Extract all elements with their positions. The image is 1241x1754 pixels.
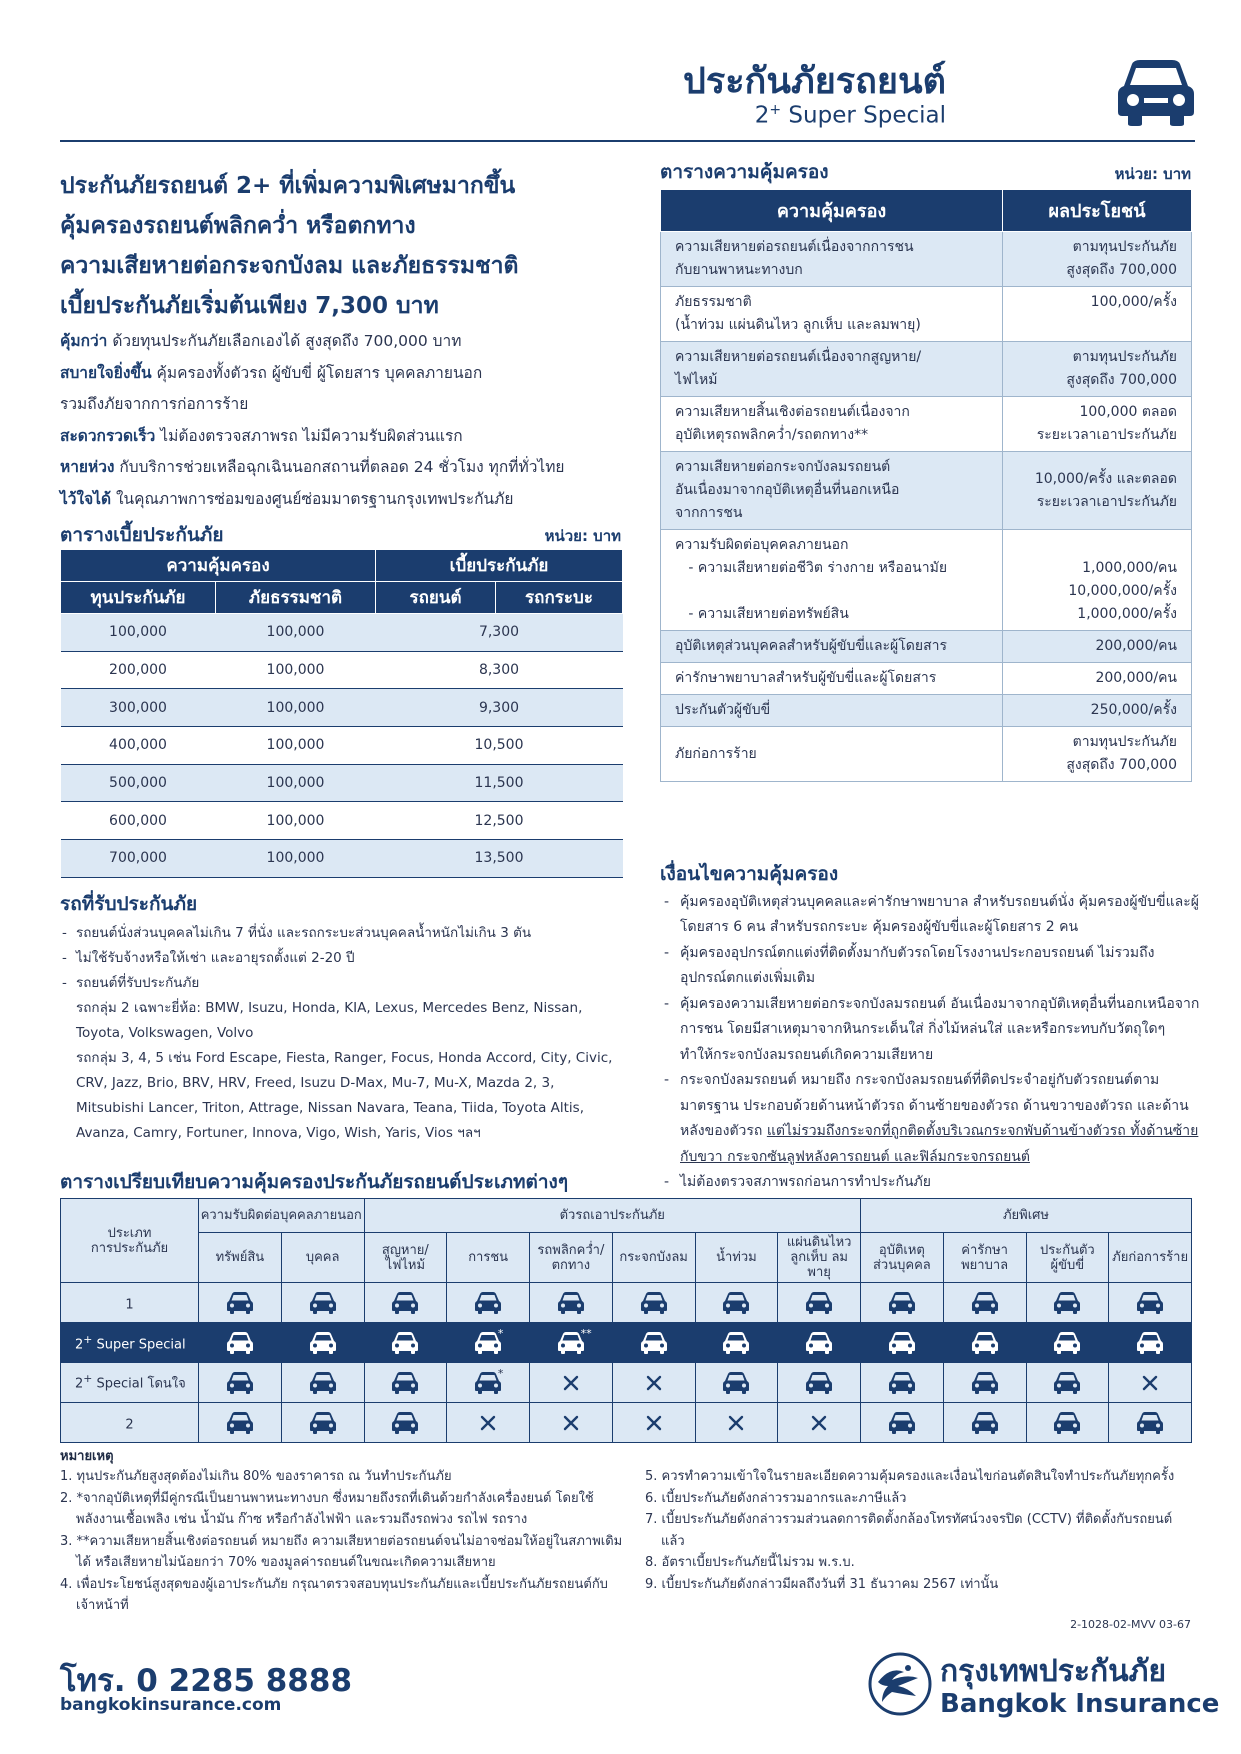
- vehicle-condition: - รถยนต์นั่งส่วนบุคคลไม่เกิน 7 ที่นั่ง และรถกระบะส่วนบุคคลน้ำหนักไม่เกิน 3 ตัน: [60, 921, 620, 946]
- comparison-column-header: [1026, 1233, 1109, 1283]
- coverage-label: [661, 287, 1003, 342]
- coverage-label-line: - ความเสียหายต่อทรัพย์สิน: [675, 606, 849, 622]
- covered-car-icon: [1026, 1323, 1109, 1363]
- premium-table-unit: หน่วย: บาท: [544, 527, 621, 545]
- coverage-conditions: [660, 862, 1200, 1196]
- premium-row: [61, 614, 623, 652]
- website-link[interactable]: bangkokinsurance.com: [60, 1695, 282, 1715]
- header-special-perils: ภัยพิเศษ: [861, 1199, 1192, 1233]
- note-item: 5. ควรทำความเข้าใจในรายละเอียดความคุ้มครองและเงื่อนไขก่อนตัดสินใจทำประกันภัยทุกครั้ง: [645, 1469, 1175, 1484]
- header-insurance-type: ประเภท การประกันภัย: [61, 1199, 199, 1283]
- headline-line: ความเสียหายต่อกระจกบังลม และภัยธรรมชาติ: [60, 253, 519, 279]
- coverage-value-line: 200,000/คน: [1095, 638, 1177, 654]
- not-covered-x-icon: [1109, 1363, 1192, 1403]
- covered-car-icon: [943, 1323, 1026, 1363]
- headline-line: ประกันภัยรถยนต์ 2+ ที่เพิ่มความพิเศษมากขึ้น: [60, 173, 516, 199]
- comparison-column-header: [861, 1233, 944, 1283]
- covered-car-icon: [778, 1363, 861, 1403]
- footnote-marker: *: [497, 1367, 504, 1380]
- column-header-line: ตกทาง: [551, 1257, 591, 1273]
- covered-car-icon: [778, 1323, 861, 1363]
- footnote-marker: *: [497, 1327, 504, 1340]
- coverage-label: [661, 232, 1003, 287]
- coverage-value-line: 10,000/ครั้ง และตลอด: [1034, 470, 1177, 487]
- covered-car-icon: [447, 1363, 530, 1403]
- column-header-line: สูญหาย/: [381, 1242, 429, 1258]
- not-covered-x-icon: [695, 1403, 778, 1443]
- note-item: 8. อัตราเบี้ยประกันภัยนี้ไม่รวม พ.ร.บ.: [645, 1555, 855, 1570]
- coverage-table-unit: หน่วย: บาท: [1114, 165, 1191, 183]
- coverage-row: [661, 342, 1192, 397]
- coverage-label: [661, 397, 1003, 452]
- comparison-column-header: [943, 1233, 1026, 1283]
- product-name: 2+ Super Special: [754, 102, 946, 129]
- comparison-row: [61, 1363, 1192, 1403]
- covered-car-icon: [364, 1363, 447, 1403]
- column-header-line: ประกันตัว: [1040, 1242, 1095, 1258]
- coverage-label-line: - ความเสียหายต่อชีวิต ร่างกาย หรืออนามัย: [675, 560, 948, 576]
- type-label-sup: +: [83, 1371, 93, 1385]
- headline-line: คุ้มครองรถยนต์พลิกคว่ำ หรือตกทาง: [60, 213, 416, 239]
- vehicle-condition: - ไม่ใช้รับจ้างหรือให้เช่า และอายุรถตั้งแต่ 2-20 ปี: [60, 946, 620, 971]
- premium-row: [61, 764, 623, 802]
- covered-car-icon: [281, 1403, 364, 1443]
- condition-item: - คุ้มครองความเสียหายต่อกระจกบังลมรถยนต์ อันเนื่องมาจากอุบัติเหตุอื่นที่นอกเหนือจากการชน โดยมีสาเหตุมาจากหินกระเด็นใส่ กิ่งไม้หล่นใส่ และหรือกระทบกับวัตถุใดๆ ทำให้กระจกบังลมรถยนต์เกิดความเสียหาย: [660, 992, 1200, 1069]
- column-header-line: น้ำท่วม: [716, 1250, 757, 1265]
- benefit-line: สะดวกรวดเร็ว ไม่ต้องตรวจสภาพรถ ไม่มีความรับผิดส่วนแรก: [60, 426, 463, 445]
- coverage-label-line: ความเสียหายต่อรถยนต์เนื่องจากสูญหาย/: [675, 349, 922, 365]
- coverage-value: [1003, 663, 1192, 695]
- comparison-column-header: [364, 1233, 447, 1283]
- covered-car-icon: [943, 1403, 1026, 1443]
- cell-natural-disaster: 100,000: [216, 727, 376, 765]
- brand-name-english: Bangkok Insurance: [940, 1689, 1220, 1719]
- coverage-row: [661, 631, 1192, 663]
- coverage-value-line: สูงสุดถึง 700,000: [1066, 262, 1177, 278]
- benefit-line: หายห่วง กับบริการช่วยเหลือฉุกเฉินนอกสถานที่ตลอด 24 ชั่วโมง ทุกที่ทั่วไทย: [60, 458, 565, 476]
- cell-premium: 8,300: [376, 651, 623, 689]
- covered-car-icon: [778, 1283, 861, 1323]
- premium-row: [61, 689, 623, 727]
- header-divider: [60, 140, 1195, 142]
- cell-sum-insured: 300,000: [61, 689, 216, 727]
- comparison-column-header: [447, 1233, 530, 1283]
- header-coverage: ความคุ้มครอง: [61, 550, 376, 582]
- benefit-line: สบายใจยิ่งขึ้น คุ้มครองทั้งตัวรถ ผู้ขับขี่ ผู้โดยสาร บุคคลภายนอก: [60, 363, 483, 382]
- coverage-table: [660, 189, 1192, 782]
- notes-left: [60, 1466, 625, 1617]
- not-covered-x-icon: [530, 1403, 613, 1443]
- column-header-line: แผ่นดินไหว: [786, 1235, 852, 1250]
- covered-car-icon: [530, 1323, 613, 1363]
- eligible-vehicles: [60, 892, 620, 1146]
- column-header-line: กระจกบังลม: [619, 1250, 688, 1265]
- covered-car-icon: [1026, 1283, 1109, 1323]
- not-covered-x-icon: [447, 1403, 530, 1443]
- coverage-label: [661, 452, 1003, 530]
- covered-car-icon: [1026, 1363, 1109, 1403]
- not-covered-x-icon: [612, 1363, 695, 1403]
- note-item: 1. ทุนประกันภัยสูงสุดต้องไม่เกิน 80% ของราคารถ ณ วันทำประกันภัย: [60, 1469, 452, 1484]
- coverage-value-line: 100,000/ครั้ง: [1090, 294, 1177, 310]
- coverage-row: [661, 232, 1192, 287]
- coverage-label-line: (น้ำท่วม แผ่นดินไหว ลูกเห็บ และลมพายุ): [675, 317, 921, 333]
- type-label-main: 2: [75, 1376, 84, 1392]
- coverage-label-line: ความรับผิดต่อบุคคลภายนอก: [675, 537, 849, 553]
- header-third-party: ความรับผิดต่อบุคคลภายนอก: [199, 1199, 365, 1233]
- document-code: 2-1028-02-MVV 03-67: [1070, 1618, 1191, 1631]
- covered-car-icon: [695, 1323, 778, 1363]
- header-coverage: ความคุ้มครอง: [661, 190, 1003, 232]
- coverage-row: [661, 452, 1192, 530]
- column-header-line: ไฟไหม้: [385, 1257, 426, 1273]
- header-car: รถยนต์: [376, 582, 496, 614]
- coverage-label-line: ความเสียหายสิ้นเชิงต่อรถยนต์เนื่องจาก: [675, 404, 910, 420]
- coverage-label-line: อันเนื่องมาจากอุบัติเหตุอื่นที่นอกเหนือ: [675, 482, 900, 498]
- type-label-main: 2: [125, 1417, 134, 1433]
- column-header-line: บุคคล: [305, 1250, 340, 1265]
- coverage-label-line: ประกันตัวผู้ขับขี่: [675, 702, 771, 718]
- cell-premium: 10,500: [376, 727, 623, 765]
- coverage-value: [1003, 695, 1192, 727]
- column-header-line: ภัยก่อการร้าย: [1112, 1250, 1189, 1265]
- coverage-label-line: [675, 580, 988, 603]
- coverage-value: [1003, 530, 1192, 631]
- type-label-main: 2: [75, 1337, 84, 1353]
- coverage-label-line: กับยานพาหนะทางบก: [675, 262, 803, 278]
- coverage-label-line: ภัยธรรมชาติ: [675, 294, 752, 310]
- cell-natural-disaster: 100,000: [216, 802, 376, 840]
- column-header-line: อุบัติเหตุ: [878, 1242, 925, 1258]
- note-item: 7. เบี้ยประกันภัยดังกล่าวรวมส่วนลดการติดตั้งกล้องโทรทัศน์วงจรปิด (CCTV) ที่ติดตั้งกับรถยนต์แล้ว: [645, 1512, 1173, 1549]
- comparison-title: ตารางเปรียบเทียบความคุ้มครองประกันภัยรถยนต์ประเภทต่างๆ: [60, 1171, 569, 1193]
- note-item: 9. เบี้ยประกันภัยดังกล่าวมีผลถึงวันที่ 31 ธันวาคม 2567 เท่านั้น: [645, 1576, 999, 1592]
- coverage-label: [661, 342, 1003, 397]
- insurance-type-label: [61, 1363, 199, 1403]
- note-item: 2. *จากอุบัติเหตุที่มีคู่กรณีเป็นยานพาหนะทางบก ซึ่งหมายถึงรถที่เดินด้วยกำลังเครื่องยนต์ โดยใช้พลังงานเชื้อเพลิง เช่น น้ำมัน ก๊าซ หรือกำลังไฟฟ้า และรวมถึงรถพ่วง รถไฟ รถราง: [60, 1490, 594, 1527]
- cell-premium: 11,500: [376, 764, 623, 802]
- note-item: 4. เพื่อประโยชน์สูงสุดของผู้เอาประกันภัย กรุณาตรวจสอบทุนประกันภัยและเบี้ยประกันภัยรถยนต์กับเจ้าหน้าที่: [60, 1576, 608, 1613]
- column-header-line: ส่วนบุคคล: [873, 1257, 931, 1273]
- condition-item: - คุ้มครองอุปกรณ์ตกแต่งที่ติดตั้งมากับตัวรถโดยโรงงานประกอบรถยนต์ ไม่รวมถึงอุปกรณ์ตกแต่งเพิ่มเติม: [660, 941, 1200, 992]
- benefit-line: ไว้ใจได้ ในคุณภาพการซ่อมของศูนย์ซ่อมมาตรฐานกรุงเทพประกันภัย: [60, 489, 514, 508]
- brand-name-thai: กรุงเทพประกันภัย: [940, 1654, 1167, 1689]
- coverage-label: [661, 663, 1003, 695]
- covered-car-icon: [530, 1283, 613, 1323]
- covered-car-icon: [364, 1403, 447, 1443]
- cell-natural-disaster: 100,000: [216, 614, 376, 652]
- not-covered-x-icon: [612, 1403, 695, 1443]
- covered-car-icon: [364, 1323, 447, 1363]
- covered-car-icon: [199, 1283, 282, 1323]
- coverage-value-line: สูงสุดถึง 700,000: [1066, 372, 1177, 388]
- comparison-column-header: [530, 1233, 613, 1283]
- type-label-rest: Special โดนใจ: [92, 1376, 186, 1392]
- type-label-main: 1: [125, 1297, 134, 1313]
- coverage-value-line: [1017, 534, 1177, 557]
- column-header-line: ลูกเห็บ ลมพายุ: [790, 1250, 849, 1280]
- type-label-sup: +: [83, 1332, 93, 1346]
- coverage-value-line: สูงสุดถึง 700,000: [1066, 757, 1177, 773]
- covered-car-icon: [943, 1363, 1026, 1403]
- coverage-label: [661, 530, 1003, 631]
- insurance-type-label: [61, 1323, 199, 1363]
- coverage-value-line: 1,000,000/คน: [1082, 560, 1177, 576]
- cell-premium: 7,300: [376, 614, 623, 652]
- header-benefit: ผลประโยชน์: [1003, 190, 1192, 232]
- conditions-title: เงื่อนไขความคุ้มครอง: [660, 863, 839, 885]
- column-header-line: ค่ารักษา: [961, 1242, 1008, 1258]
- intro-section: [60, 166, 650, 515]
- header-sum-insured: ทุนประกันภัย: [61, 582, 216, 614]
- coverage-value-line: 1,000,000/ครั้ง: [1077, 606, 1177, 622]
- coverage-label: [661, 727, 1003, 782]
- cell-sum-insured: 600,000: [61, 802, 216, 840]
- coverage-row: [661, 663, 1192, 695]
- comparison-table: [60, 1198, 1192, 1443]
- coverage-value-line: [1017, 314, 1177, 337]
- cell-sum-insured: 100,000: [61, 614, 216, 652]
- coverage-label-line: ความเสียหายต่อรถยนต์เนื่องจากการชน: [675, 239, 914, 255]
- coverage-value: [1003, 232, 1192, 287]
- coverage-label-line: อุบัติเหตุส่วนบุคคลสำหรับผู้ขับขี่และผู้โดยสาร: [675, 638, 948, 654]
- cell-natural-disaster: 100,000: [216, 651, 376, 689]
- coverage-value: [1003, 631, 1192, 663]
- comparison-column-header: [1109, 1233, 1192, 1283]
- header-pickup: รถกระบะ: [496, 582, 623, 614]
- phone-number[interactable]: โทร. 0 2285 8888: [60, 1663, 353, 1699]
- covered-car-icon: [612, 1283, 695, 1323]
- coverage-value-line: ระยะเวลาเอาประกันภัย: [1036, 493, 1177, 510]
- cell-premium: 12,500: [376, 802, 623, 840]
- coverage-value-line: 200,000/คน: [1095, 670, 1177, 686]
- comparison-column-header: [199, 1233, 282, 1283]
- not-covered-x-icon: [778, 1403, 861, 1443]
- covered-car-icon: [364, 1283, 447, 1323]
- covered-car-icon: [281, 1363, 364, 1403]
- coverage-label-line: ความเสียหายต่อกระจกบังลมรถยนต์: [675, 459, 891, 475]
- condition-item: - คุ้มครองอุบัติเหตุส่วนบุคคลและค่ารักษาพยาบาล สำหรับรถยนต์นั่ง คุ้มครองผู้ขับขี่และผู้โดยสาร 6 คน สำหรับรถกระบะ คุ้มครองผู้ขับขี่และผู้โดยสาร 2 คน: [660, 890, 1200, 941]
- header-natural-disaster: ภัยธรรมชาติ: [216, 582, 376, 614]
- vehicles-title: รถที่รับประกันภัย: [60, 893, 198, 915]
- footnote-marker: **: [580, 1327, 592, 1340]
- comparison-row: [61, 1323, 1192, 1363]
- column-header-line: รถพลิกคว่ำ/: [537, 1242, 605, 1258]
- covered-car-icon: [612, 1323, 695, 1363]
- insurance-type-label: [61, 1403, 199, 1443]
- coverage-label: [661, 695, 1003, 727]
- coverage-value-line: 10,000,000/ครั้ง: [1068, 583, 1177, 599]
- coverage-value: [1003, 397, 1192, 452]
- coverage-label-line: จากการชน: [675, 505, 743, 521]
- covered-car-icon: [199, 1363, 282, 1403]
- benefit-line: รวมถึงภัยจากการก่อการร้าย: [60, 395, 249, 413]
- notes-right: [645, 1466, 1190, 1595]
- covered-car-icon: [1109, 1403, 1192, 1443]
- insurance-type-label: [61, 1283, 199, 1323]
- covered-car-icon: [1109, 1283, 1192, 1323]
- covered-car-icon: [695, 1283, 778, 1323]
- coverage-value: [1003, 342, 1192, 397]
- comparison-column-header: [695, 1233, 778, 1283]
- vehicle-condition: - รถยนต์ที่รับประกันภัย: [60, 971, 620, 996]
- covered-car-icon: [281, 1283, 364, 1323]
- coverage-value: [1003, 727, 1192, 782]
- comparison-row: [61, 1283, 1192, 1323]
- coverage-value-line: ตามทุนประกันภัย: [1072, 734, 1177, 750]
- benefit-line: คุ้มกว่า ด้วยทุนประกันภัยเลือกเองได้ สูงสุดถึง 700,000 บาท: [60, 332, 462, 350]
- cell-natural-disaster: 100,000: [216, 689, 376, 727]
- cell-natural-disaster: 100,000: [216, 840, 376, 878]
- column-header-line: ทรัพย์สิน: [215, 1250, 265, 1265]
- coverage-row: [661, 397, 1192, 452]
- coverage-value-line: 100,000 ตลอด: [1079, 404, 1177, 420]
- coverage-value-line: ระยะเวลาเอาประกันภัย: [1036, 427, 1177, 443]
- coverage-row: [661, 287, 1192, 342]
- covered-car-icon: [943, 1283, 1026, 1323]
- type-label-rest: Super Special: [92, 1337, 186, 1353]
- premium-table: [60, 549, 623, 878]
- coverage-label: [661, 631, 1003, 663]
- condition-item: - กระจกบังลมรถยนต์ หมายถึง กระจกบังลมรถยนต์ที่ติดประจำอยู่กับตัวรถยนต์ตามมาตรฐาน ประกอบด้วยด้านหน้าตัวรถ ด้านซ้ายของตัวรถ ด้านขวาของตัวรถ และด้านหลังของตัวรถ แต่ไม่รวมถึงกระจกที่ถูกติดตั้งบริเวณกระจกพับด้านข้างตัวรถ ทั้งด้านซ้ายกับขวา กระจกซันลูฟหลังคารถยนต์ และฟิล์มกระจกรถยนต์: [660, 1068, 1200, 1170]
- covered-car-icon: [695, 1363, 778, 1403]
- column-header-line: พยาบาล: [961, 1257, 1009, 1273]
- coverage-label-line: ไฟไหม้: [675, 372, 718, 388]
- covered-car-icon: [861, 1283, 944, 1323]
- coverage-table-title: ตารางความคุ้มครอง: [660, 161, 829, 183]
- coverage-row: [661, 530, 1192, 631]
- premium-row: [61, 840, 623, 878]
- covered-car-icon: [861, 1323, 944, 1363]
- covered-car-icon: [861, 1403, 944, 1443]
- page-title: ประกันภัยรถยนต์: [683, 61, 946, 102]
- covered-car-icon: [447, 1283, 530, 1323]
- headline-line: เบี้ยประกันภัยเริ่มต้นเพียง 7,300 บาท: [60, 293, 439, 319]
- coverage-label-line: อุบัติเหตุรถพลิกคว่ำ/รถตกทาง**: [675, 427, 869, 443]
- note-item: 6. เบี้ยประกันภัยดังกล่าวรวมอากรและภาษีแล้ว: [645, 1490, 907, 1506]
- cell-sum-insured: 200,000: [61, 651, 216, 689]
- condition-item: - ไม่ต้องตรวจสภาพรถก่อนการทำประกันภัย: [660, 1170, 1200, 1196]
- note-item: 3. **ความเสียหายสิ้นเชิงต่อรถยนต์ หมายถึง ความเสียหายต่อรถยนต์จนไม่อาจซ่อมให้อยู่ในสภาพเดิมได้ หรือเสียหายไม่น้อยกว่า 70% ของมูลค่ารถยนต์ในขณะเกิดความเสียหาย: [60, 1533, 623, 1570]
- cell-sum-insured: 400,000: [61, 727, 216, 765]
- header-own-damage: ตัวรถเอาประกันภัย: [364, 1199, 861, 1233]
- cell-premium: 9,300: [376, 689, 623, 727]
- coverage-label-line: ค่ารักษาพยาบาลสำหรับผู้ขับขี่และผู้โดยสาร: [675, 670, 937, 686]
- cell-premium: 13,500: [376, 840, 623, 878]
- coverage-value: [1003, 452, 1192, 530]
- premium-row: [61, 727, 623, 765]
- covered-car-icon: [199, 1403, 282, 1443]
- notes-title: หมายเหตุ: [60, 1449, 114, 1464]
- column-header-line: ผู้ขับขี่: [1050, 1257, 1085, 1273]
- vehicle-group-345: รถกลุ่ม 3, 4, 5 เช่น Ford Escape, Fiesta, Ranger, Focus, Honda Accord, City, Civic, CRV, Jazz, Brio, BRV, HRV, Freed, Isuzu D-Max, Mu-7, Mu-X, Mazda 2, 3, Mitsubishi Lancer, Triton, Attrage, Nissan Navara, Teana, Tiida, Toyota Altis, Avanza, Camry, Fortuner, Innova, Vigo, Wish, Yaris, Vios ฯลฯ: [76, 1050, 613, 1141]
- not-covered-x-icon: [530, 1363, 613, 1403]
- premium-row: [61, 651, 623, 689]
- covered-car-icon: [281, 1323, 364, 1363]
- comparison-column-header: [281, 1233, 364, 1283]
- cell-natural-disaster: 100,000: [216, 764, 376, 802]
- column-header-line: การชน: [468, 1250, 509, 1265]
- coverage-value-line: 250,000/ครั้ง: [1090, 702, 1177, 718]
- car-icon: [1118, 58, 1194, 126]
- coverage-row: [661, 695, 1192, 727]
- cell-sum-insured: 700,000: [61, 840, 216, 878]
- covered-car-icon: [861, 1363, 944, 1403]
- premium-table-title: ตารางเบี้ยประกันภัย: [60, 524, 224, 546]
- coverage-label-line: ภัยก่อการร้าย: [675, 745, 757, 762]
- comparison-column-header: [612, 1233, 695, 1283]
- bangkok-insurance-logo: [868, 1652, 932, 1716]
- coverage-row: [661, 727, 1192, 782]
- vehicle-group-2: รถกลุ่ม 2 เฉพาะยี่ห้อ: BMW, Isuzu, Honda, KIA, Lexus, Mercedes Benz, Nissan, Toyota, Volkswagen, Volvo: [76, 1000, 583, 1041]
- comparison-row: [61, 1403, 1192, 1443]
- covered-car-icon: [447, 1323, 530, 1363]
- covered-car-icon: [199, 1323, 282, 1363]
- cell-sum-insured: 500,000: [61, 764, 216, 802]
- covered-car-icon: [1109, 1323, 1192, 1363]
- header-premium: เบี้ยประกันภัย: [376, 550, 623, 582]
- comparison-column-header: [778, 1233, 861, 1283]
- coverage-value-line: ตามทุนประกันภัย: [1072, 349, 1177, 365]
- premium-row: [61, 802, 623, 840]
- coverage-value-line: ตามทุนประกันภัย: [1072, 239, 1177, 255]
- covered-car-icon: [1026, 1403, 1109, 1443]
- coverage-value: [1003, 287, 1192, 342]
